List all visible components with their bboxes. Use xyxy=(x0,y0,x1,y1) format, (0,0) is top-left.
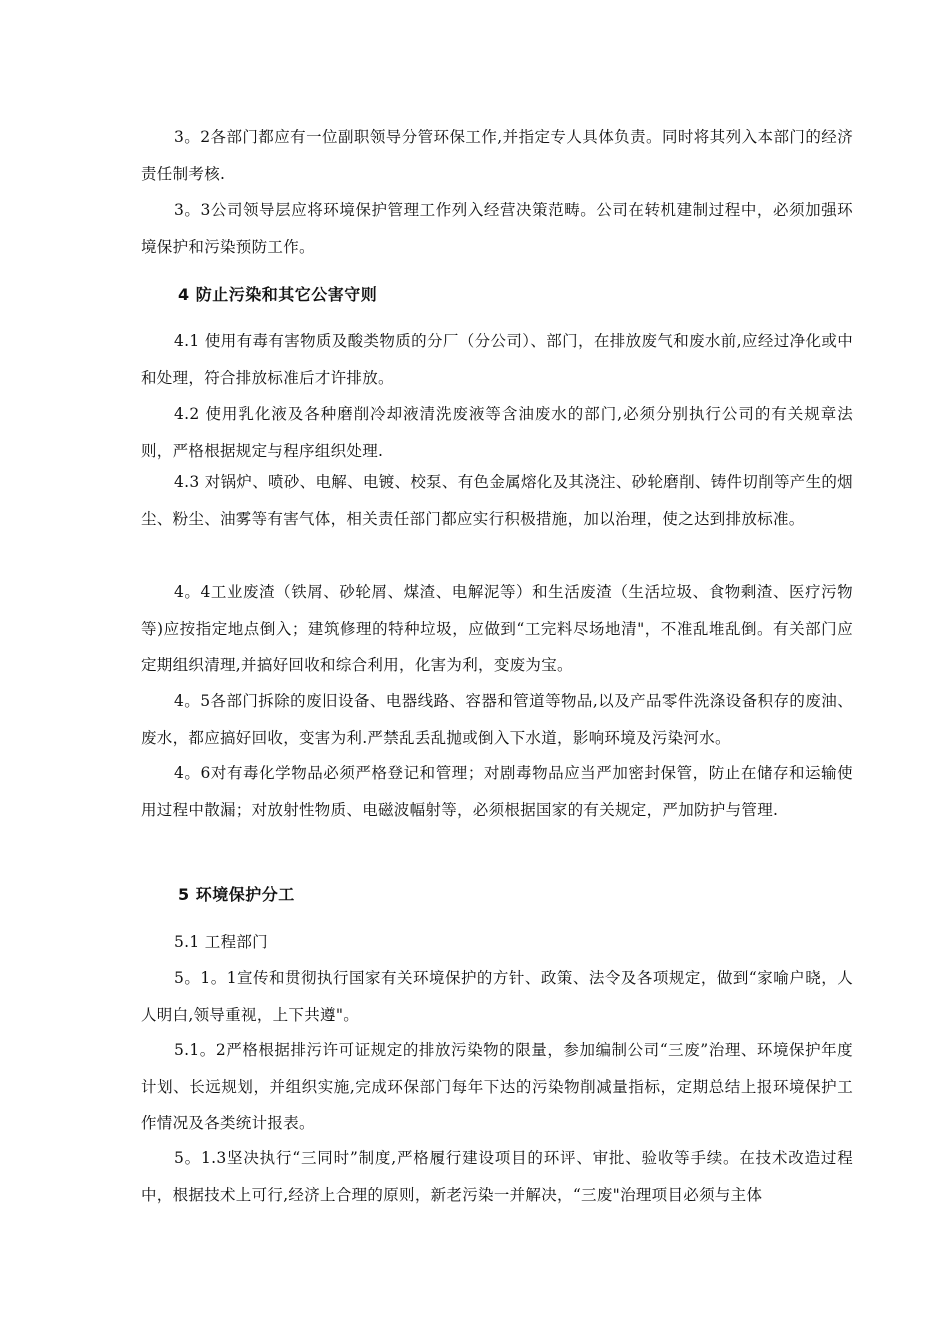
paragraph-4-1: 4.1 使用有毒有害物质及酸类物质的分厂（分公司）、部门，在排放废气和废水前,应经过净化或中和处理，符合排放标准后才许排放。 xyxy=(141,332,853,387)
paragraph-4-5: 4。5各部门拆除的废旧设备、电器线路、容器和管道等物品,以及产品零件洗涤设备积存的废油、废水，都应搞好回收，变害为利.严禁乱丢乱抛或倒入下水道，影响环境及污染河水。 xyxy=(141,692,853,747)
paragraph-4-4: 4。4工业废渣（铁屑、砂轮屑、煤渣、电解泥等）和生活废渣（生活垃圾、食物剩渣、医疗污物等)应按指定地点倒入；建筑修理的特种垃圾，应做到“工完料尽场地清"，不准乱堆乱倒。有关部门应定期组织清理,并搞好回收和综合利用，化害为利，变废为宝。 xyxy=(141,583,853,674)
section-heading-5: 5 环境保护分工 xyxy=(178,885,295,904)
section-heading-4: 4 防止污染和其它公害守则 xyxy=(178,285,378,304)
paragraph-5-1-3: 5。1.3坚决执行“三同时”制度,严格履行建设项目的环评、审批、验收等手续。在技术改造过程中，根据技术上可行,经济上合理的原则，新老污染一并解决，“三废"治理项目必须与主体 xyxy=(141,1149,853,1204)
paragraph-4-3: 4.3 对锅炉、喷砂、电解、电镀、校泵、有色金属熔化及其浇注、砂轮磨削、铸件切削等产生的烟尘、粉尘、油雾等有害气体，相关责任部门都应实行积极措施，加以治理，使之达到排放标准。 xyxy=(141,473,853,528)
paragraph-5-1-2: 5.1。2严格根据排污许可证规定的排放污染物的限量，参加编制公司“三废”治理、环境保护年度计划、长远规划，并组织实施,完成环保部门每年下达的污染物削减量指标，定期总结上报环境保护工作情况及各类统计报表。 xyxy=(141,1041,853,1132)
paragraph-5-1: 5.1 工程部门 xyxy=(174,933,268,951)
paragraph-5-1-1: 5。1。1宣传和贯彻执行国家有关环境保护的方针、政策、法令及各项规定，做到“家喻户晓，人人明白,领导重视，上下共遵"。 xyxy=(141,969,853,1024)
paragraph-3-3: 3。3公司领导层应将环境保护管理工作列入经营决策范畴。公司在转机建制过程中，必须加强环境保护和污染预防工作。 xyxy=(141,201,853,256)
paragraph-4-2: 4.2 使用乳化液及各种磨削冷却液清洗废液等含油废水的部门,必须分别执行公司的有关规章法则，严格根据规定与程序组织处理. xyxy=(141,405,853,460)
paragraph-3-2: 3。2各部门都应有一位副职领导分管环保工作,并指定专人具体负责。同时将其列入本部门的经济责任制考核. xyxy=(141,128,853,183)
paragraph-4-6: 4。6对有毒化学物品必须严格登记和管理；对剧毒物品应当严加密封保管，防止在储存和运输使用过程中散漏；对放射性物质、电磁波幅射等，必须根据国家的有关规定，严加防护与管理. xyxy=(141,764,853,819)
